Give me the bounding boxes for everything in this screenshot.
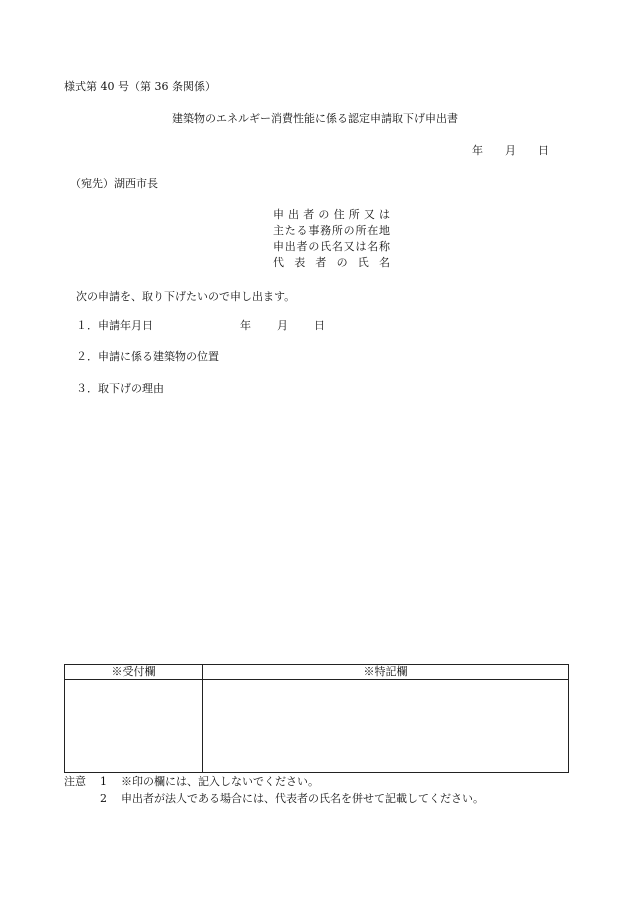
office-use-table [64, 664, 569, 773]
document-title: 建築物のエネルギー消費性能に係る認定申請取下げ申出書 [172, 112, 458, 125]
applicant-address-label: 申出者の住所又は [273, 208, 390, 221]
item-application-date-fields [240, 319, 325, 333]
receipt-cell [65, 680, 203, 773]
note-text: ※印の欄には、記入しないでください。 [121, 775, 319, 788]
item-withdrawal-reason: ３．取下げの理由 [76, 382, 164, 395]
item-date-month-label: 月 [277, 319, 288, 332]
applicant-name-label: 申出者の氏名又は名称 [273, 240, 390, 253]
applicant-office-label: 主たる事務所の所在地 [273, 224, 390, 237]
item-building-location: ２．申請に係る建築物の位置 [76, 350, 219, 363]
special-notes-column-header: ※特記欄 [203, 665, 569, 680]
date-month-label: 月 [505, 144, 516, 157]
item-date-year-label: 年 [240, 319, 251, 332]
statement-text: 次の申請を、取り下げたいので申し出ます。 [76, 290, 296, 303]
receipt-column-header: ※受付欄 [65, 665, 203, 680]
note-number: 2 [100, 792, 107, 805]
date-day-label: 日 [538, 144, 549, 157]
representative-name-label: 代表者の氏名 [273, 256, 390, 269]
form-number: 様式第 40 号（第 36 条関係） [64, 80, 216, 93]
date-year-label: 年 [472, 144, 483, 157]
item-application-date: １．申請年月日 [76, 319, 153, 332]
special-notes-cell [203, 680, 569, 773]
note-number: 1 [100, 775, 107, 788]
item-date-day-label: 日 [314, 319, 325, 332]
note-text: 申出者が法人である場合には、代表者の氏名を併せて記載してください。 [121, 792, 484, 805]
date-line [472, 144, 549, 158]
notes-heading: 注意 [64, 775, 86, 788]
addressee: （宛先）湖西市長 [70, 177, 158, 190]
